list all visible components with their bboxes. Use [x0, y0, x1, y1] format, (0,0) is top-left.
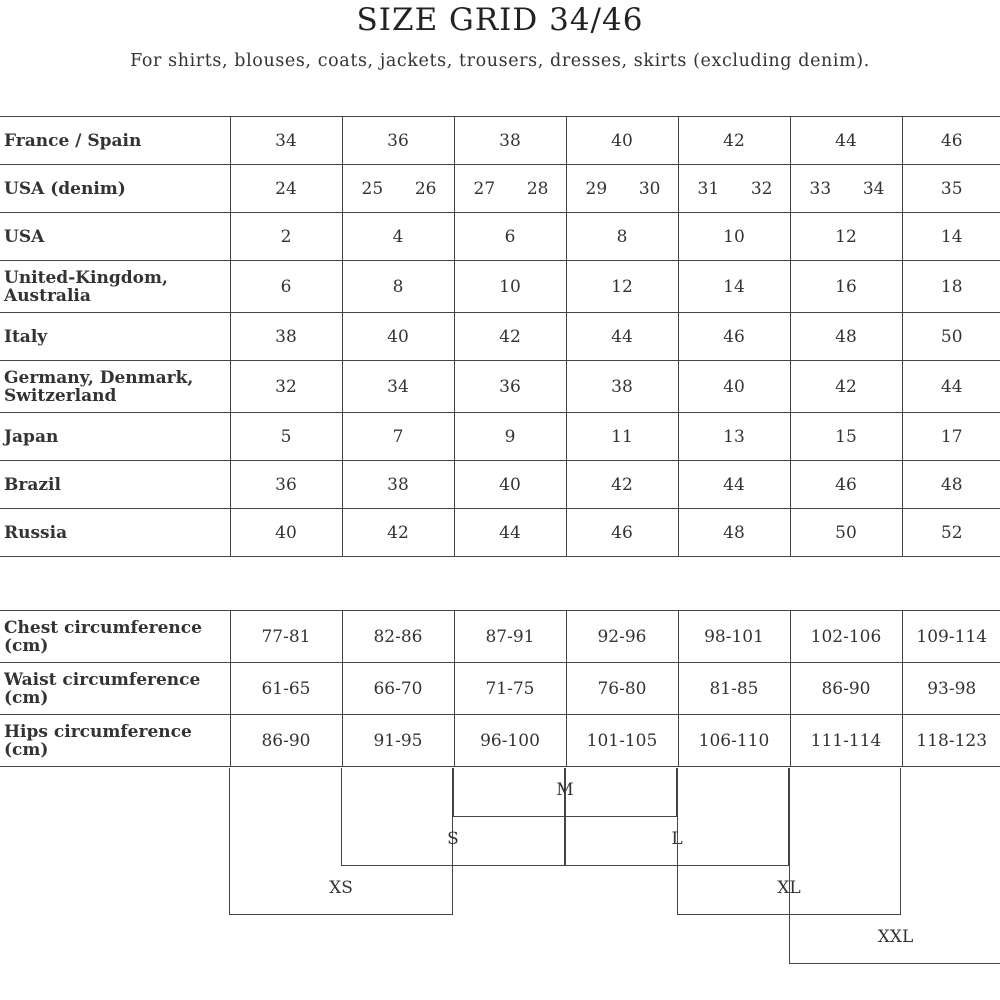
- size-value: 26: [414, 178, 437, 199]
- letter-size-label: XS: [329, 878, 353, 898]
- table-cell: 38: [566, 361, 678, 413]
- table-cell: 36: [230, 461, 342, 509]
- table-cell: 46: [566, 509, 678, 557]
- table-cell: 86-90: [790, 663, 902, 715]
- table-cell: 44: [790, 117, 902, 165]
- letter-size-label: L: [671, 829, 683, 849]
- table-cell: 40: [566, 117, 678, 165]
- letter-size-bracket-m: [453, 768, 677, 817]
- letter-size-label: XXL: [877, 927, 914, 947]
- table-cell: 44: [902, 361, 1000, 413]
- table-cell: 106-110: [678, 715, 790, 767]
- table-cell: 50: [790, 509, 902, 557]
- size-value: 33: [809, 178, 832, 199]
- table-cell: 9: [454, 413, 566, 461]
- letter-size-bracket-l: [565, 768, 789, 866]
- table-row: [0, 361, 1000, 413]
- table-cell: 34: [230, 117, 342, 165]
- table-row: [0, 413, 1000, 461]
- row-label: USA: [0, 213, 230, 261]
- table-cell: 17: [902, 413, 1000, 461]
- table-row: [0, 715, 1000, 767]
- table-cell: 14: [678, 261, 790, 313]
- size-value: 29: [585, 178, 608, 199]
- table-cell: 14: [902, 213, 1000, 261]
- row-label: Waist circumference (cm): [0, 663, 230, 715]
- table-cell: 101-105: [566, 715, 678, 767]
- table-cell: 87-91: [454, 611, 566, 663]
- table-cell: 77-81: [230, 611, 342, 663]
- table-cell: 11: [566, 413, 678, 461]
- table-cell: 15: [790, 413, 902, 461]
- table-cell: 2: [230, 213, 342, 261]
- letter-size-bracket-xs: [229, 768, 453, 915]
- table-cell: 42: [342, 509, 454, 557]
- table-cell: 40: [230, 509, 342, 557]
- table-cell: 38: [454, 117, 566, 165]
- table-cell: 40: [342, 313, 454, 361]
- row-label: Russia: [0, 509, 230, 557]
- table-cell: 40: [454, 461, 566, 509]
- row-label: Japan: [0, 413, 230, 461]
- table-cell: [790, 165, 902, 213]
- table-cell: 5: [230, 413, 342, 461]
- letter-size-bracket-xl: [677, 768, 901, 915]
- table-cell: 76-80: [566, 663, 678, 715]
- letter-size-label: XL: [777, 878, 801, 898]
- table-cell: [566, 165, 678, 213]
- table-cell: 71-75: [454, 663, 566, 715]
- table-cell: 8: [342, 261, 454, 313]
- table-cell: 38: [342, 461, 454, 509]
- table-cell: 46: [902, 117, 1000, 165]
- table-cell: 6: [454, 213, 566, 261]
- letter-size-label: S: [447, 829, 459, 849]
- row-label: Germany, Denmark, Switzerland: [0, 361, 230, 413]
- table-cell: 81-85: [678, 663, 790, 715]
- table-row: [0, 461, 1000, 509]
- table-row: [0, 611, 1000, 663]
- table-cell: 12: [790, 213, 902, 261]
- table-row: [0, 117, 1000, 165]
- table-cell: 66-70: [342, 663, 454, 715]
- table-cell: 42: [678, 117, 790, 165]
- size-value: 30: [638, 178, 661, 199]
- table-cell: 35: [902, 165, 1000, 213]
- table-cell: 46: [790, 461, 902, 509]
- table-cell: 91-95: [342, 715, 454, 767]
- table-cell: 111-114: [790, 715, 902, 767]
- table-cell: [342, 165, 454, 213]
- table-cell: 10: [678, 213, 790, 261]
- table-cell: 6: [230, 261, 342, 313]
- size-value: 32: [750, 178, 773, 199]
- table-cell: 93-98: [902, 663, 1000, 715]
- row-label: Brazil: [0, 461, 230, 509]
- table-cell: [678, 165, 790, 213]
- table-cell: 96-100: [454, 715, 566, 767]
- table-row: [0, 261, 1000, 313]
- table-cell: 8: [566, 213, 678, 261]
- page-title: SIZE GRID 34/46: [356, 2, 644, 38]
- table-cell: 50: [902, 313, 1000, 361]
- table-row: [0, 509, 1000, 557]
- table-cell: 18: [902, 261, 1000, 313]
- table-cell: 44: [566, 313, 678, 361]
- table-cell: 48: [790, 313, 902, 361]
- size-value: 34: [862, 178, 885, 199]
- row-label: Italy: [0, 313, 230, 361]
- body-measurements-table: [0, 610, 1000, 767]
- table-cell: 16: [790, 261, 902, 313]
- table-cell: 46: [678, 313, 790, 361]
- table-cell: 44: [454, 509, 566, 557]
- table-row: [0, 313, 1000, 361]
- table-cell: 82-86: [342, 611, 454, 663]
- size-conversion-table: [0, 116, 1000, 557]
- table-cell: 40: [678, 361, 790, 413]
- table-cell: 52: [902, 509, 1000, 557]
- table-cell: 118-123: [902, 715, 1000, 767]
- table-cell: [454, 165, 566, 213]
- table-row: [0, 213, 1000, 261]
- table-cell: 13: [678, 413, 790, 461]
- table-cell: 7: [342, 413, 454, 461]
- row-label: Chest circumference (cm): [0, 611, 230, 663]
- size-value: 31: [697, 178, 720, 199]
- table-cell: 24: [230, 165, 342, 213]
- table-cell: 36: [454, 361, 566, 413]
- size-value: 28: [526, 178, 549, 199]
- table-cell: 36: [342, 117, 454, 165]
- letter-size-bracket-xxl: [789, 768, 1000, 964]
- row-label: France / Spain: [0, 117, 230, 165]
- table-cell: 34: [342, 361, 454, 413]
- table-cell: 109-114: [902, 611, 1000, 663]
- table-cell: 102-106: [790, 611, 902, 663]
- table-cell: 12: [566, 261, 678, 313]
- row-label: United-Kingdom, Australia: [0, 261, 230, 313]
- table-row: [0, 663, 1000, 715]
- table-cell: 44: [678, 461, 790, 509]
- table-cell: 42: [790, 361, 902, 413]
- table-row: [0, 165, 1000, 213]
- table-cell: 10: [454, 261, 566, 313]
- row-label: USA (denim): [0, 165, 230, 213]
- table-cell: 42: [566, 461, 678, 509]
- letter-size-bracket-s: [341, 768, 565, 866]
- table-cell: 32: [230, 361, 342, 413]
- letter-size-label: M: [556, 780, 574, 800]
- table-cell: 98-101: [678, 611, 790, 663]
- table-cell: 38: [230, 313, 342, 361]
- table-cell: 92-96: [566, 611, 678, 663]
- table-cell: 61-65: [230, 663, 342, 715]
- size-value: 27: [473, 178, 496, 199]
- table-cell: 48: [902, 461, 1000, 509]
- size-value: 25: [361, 178, 384, 199]
- table-cell: 4: [342, 213, 454, 261]
- table-cell: 42: [454, 313, 566, 361]
- table-cell: 86-90: [230, 715, 342, 767]
- page-subtitle: For shirts, blouses, coats, jackets, trousers, dresses, skirts (excluding denim).: [130, 51, 870, 71]
- row-label: Hips circumference (cm): [0, 715, 230, 767]
- table-cell: 48: [678, 509, 790, 557]
